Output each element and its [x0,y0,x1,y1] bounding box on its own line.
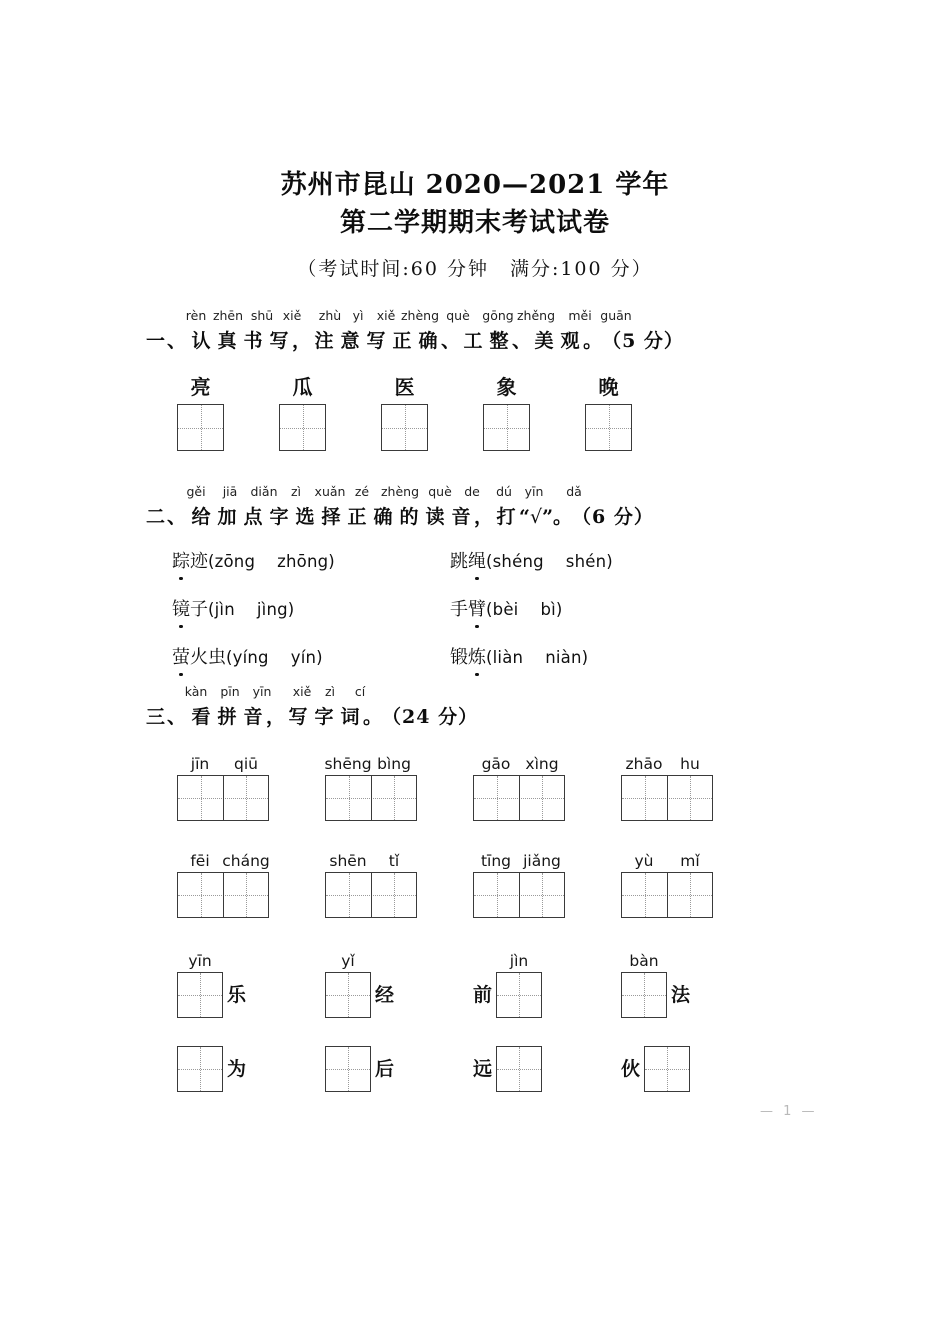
pronunciation-option-1[interactable]: bèi [492,600,519,619]
item-row [621,972,690,1018]
heading-character: 字 [314,706,334,728]
heading-character: 确 [418,330,438,352]
pinyin-syllable: xuǎn [314,484,346,499]
paren-open: ( [208,552,215,571]
dotted-character: 踪 [172,547,190,573]
pinyin-syllable: měi [568,308,592,323]
writing-box-single[interactable] [381,404,428,451]
section-3-item [177,1046,246,1092]
writing-box-double[interactable] [177,775,269,821]
heading-character: 音 [243,706,263,728]
given-character: 远 [473,1057,493,1080]
item-row [325,872,417,918]
page-number-marker: — 1 — [760,1104,818,1119]
pinyin-syllable: bìng [377,755,411,773]
section-2 [0,484,950,529]
section-3-number: 三、 [146,706,189,728]
heading-character: 的 [399,506,419,528]
heading-character: 拼 [217,706,237,728]
model-character: 晚 [598,375,619,399]
page-title-line1: 苏州市昆山 2020—2021 学年 [280,170,670,200]
guide-line-vertical [348,973,349,1017]
section-1-item [177,375,224,451]
guide-line-vertical [497,873,498,917]
pinyin-syllable: zhēn [212,308,244,323]
pinyin-syllable: jīn [190,755,210,773]
heading-character: 选 [295,506,315,528]
item-row [621,872,713,918]
pinyin-syllable: fēi [190,852,210,870]
writing-box-single[interactable] [325,972,371,1018]
heading-character: ， [474,506,494,528]
model-character: 象 [496,375,517,399]
word-char: 火虫 [190,647,226,668]
guide-line-vertical [200,973,201,1017]
pinyin-syllable: yīn [188,952,212,970]
section-1-item [483,375,530,451]
item-row [621,1046,690,1092]
paren-open: ( [486,552,493,571]
heading-character: 打 [496,506,516,528]
pinyin-syllable: què [428,484,452,499]
given-character: 后 [375,1057,395,1080]
guide-line-vertical [690,873,691,917]
heading-character: 正 [392,330,412,352]
pinyin-syllable: yù [634,852,654,870]
section-3-item [177,852,269,918]
word-char: 迹 [190,551,208,572]
writing-box-single[interactable] [585,404,632,451]
given-character: 为 [227,1057,247,1080]
pinyin-syllable: cí [354,684,366,699]
cell-divider [371,776,372,820]
pinyin-syllable: yǐ [341,952,355,970]
guide-line-vertical [609,405,610,450]
guide-line-vertical [348,1047,349,1091]
paren-open: ( [486,600,493,619]
section-3-item [325,852,417,918]
pinyin-syllable: shēng [324,755,372,773]
cell-divider [371,873,372,917]
word-char: 子 [190,599,208,620]
section-3-item [473,755,565,821]
section-3-item [325,755,417,821]
section-3-pinyin-row [0,684,950,702]
pinyin-syllable: xiě [376,308,396,323]
heading-character: 意 [340,330,360,352]
cell-divider [667,776,668,820]
item-row [473,872,565,918]
pronunciation-option-2[interactable]: jìng [256,600,288,619]
model-character: 瓜 [292,375,313,399]
item-pinyin [473,952,542,972]
pinyin-syllable: de [464,484,480,499]
pinyin-syllable: xìng [525,755,559,773]
pinyin-syllable: mǐ [680,852,700,870]
pinyin-syllable: dǎ [566,484,582,499]
heading-character: 、 [512,330,532,352]
model-character: 医 [394,375,415,399]
item-pinyin [473,755,565,775]
section-3-item [177,755,269,821]
pronunciation-option-1[interactable]: yíng [232,648,269,667]
pinyin-syllable: bàn [629,952,659,970]
section-1 [0,308,950,353]
section-3-item [621,1046,690,1092]
item-pinyin [621,952,690,972]
pronunciation-option-1[interactable]: zōng [214,552,256,571]
heading-character: 注 [314,330,334,352]
guide-line-vertical [667,1047,668,1091]
pronunciation-options [486,552,613,571]
item-row [177,972,246,1018]
section-1-heading-text [188,330,602,352]
pinyin-syllable: qiū [234,755,258,773]
heading-character: 点 [243,506,263,528]
given-character: 伙 [621,1057,641,1080]
writing-box-single[interactable] [177,972,223,1018]
pronunciation-options [486,648,588,667]
pinyin-syllable: rèn [185,308,207,323]
writing-box-double[interactable] [473,872,565,918]
document-title-block [0,166,950,281]
target-word [172,643,226,669]
guide-line-vertical [519,973,520,1017]
item-pinyin [177,952,246,972]
pronunciation-options [208,552,335,571]
target-word [172,547,208,573]
heading-character: 加 [217,506,237,528]
writing-box-double[interactable] [325,775,417,821]
pinyin-syllable: shēn [329,852,367,870]
heading-character: √ [529,506,543,528]
pinyin-syllable: què [446,308,470,323]
item-pinyin [177,852,269,872]
pronunciation-choice-item[interactable] [450,643,588,669]
heading-character: ， [292,330,312,352]
item-row [621,775,713,821]
writing-box-single[interactable] [644,1046,690,1092]
guide-line-vertical [201,776,202,820]
pinyin-syllable: kàn [184,684,208,699]
guide-line-vertical [200,1047,201,1091]
section-2-number: 二、 [146,506,189,528]
page-title-line2: 第二学期期末考试试卷 [339,208,610,238]
cell-divider [519,776,520,820]
heading-character: 写 [269,330,289,352]
pronunciation-option-2[interactable]: bì [540,600,556,619]
pinyin-syllable: zhèng [400,308,440,323]
model-character: 亮 [190,375,211,399]
pinyin-syllable: hu [680,755,700,773]
section-2-pinyin-row [0,484,950,502]
cell-divider [519,873,520,917]
item-row [177,1046,246,1092]
cell-divider [223,873,224,917]
target-word [172,595,208,621]
heading-character: 认 [191,330,211,352]
heading-character: 字 [269,506,289,528]
paren-close: ) [555,600,563,619]
pronunciation-option-1[interactable]: shéng [492,552,544,571]
heading-character: 给 [191,506,211,528]
given-character: 乐 [227,983,247,1006]
pinyin-syllable: pīn [220,684,240,699]
section-2-heading [146,502,950,529]
pinyin-syllable: zhù [318,308,342,323]
pinyin-syllable: jiǎng [523,852,561,870]
pronunciation-choice-item[interactable] [450,595,563,621]
section-1-pinyin-row [0,308,950,326]
item-pinyin [177,755,269,775]
word-char: 跳 [450,551,468,572]
pinyin-syllable: zhěng [516,308,556,323]
section-3-item [621,755,713,821]
item-pinyin [473,852,565,872]
heading-character: 美 [534,330,554,352]
writing-box-single[interactable] [177,1046,223,1092]
guide-line-vertical [405,405,406,450]
writing-box-double[interactable] [325,872,417,918]
pinyin-syllable: cháng [222,852,270,870]
target-word [450,643,486,669]
given-character: 经 [375,983,395,1006]
paren-close: ) [328,552,335,571]
heading-character: 、 [441,330,461,352]
pinyin-syllable: tǐ [388,852,400,870]
heading-character: 。 [583,330,603,352]
paren-open: ( [486,648,493,667]
heading-character: 写 [288,706,308,728]
heading-character: “ [519,506,530,528]
heading-character: 确 [373,506,393,528]
item-row [473,775,565,821]
pinyin-syllable: xiě [292,684,312,699]
heading-character: 看 [191,706,211,728]
dotted-character: 萤 [172,643,190,669]
writing-box-single[interactable] [177,404,224,451]
guide-line-vertical [497,776,498,820]
paren-open: ( [208,600,215,619]
item-row [473,1046,542,1092]
pronunciation-options [486,600,563,619]
heading-character: 观 [560,330,580,352]
pronunciation-options [226,648,323,667]
exam-info: （考试时间:60 分钟 满分:100 分） [297,258,653,280]
guide-line-vertical [349,873,350,917]
heading-character: 真 [217,330,237,352]
section-3-item [177,952,246,1018]
pinyin-syllable: tīng [480,852,512,870]
heading-character: 读 [425,506,445,528]
item-row [325,1046,394,1092]
writing-box-single[interactable] [279,404,326,451]
item-row [473,972,542,1018]
pinyin-syllable: gāo [481,755,511,773]
guide-line-vertical [201,873,202,917]
heading-character: 择 [321,506,341,528]
pinyin-syllable: gěi [186,484,206,499]
section-3-points: （24 分） [382,706,479,728]
section-1-heading [146,326,950,353]
item-row [177,775,269,821]
heading-character: 。 [363,706,383,728]
pinyin-syllable: zé [354,484,370,499]
item-row [325,972,394,1018]
pronunciation-option-2[interactable]: shén [565,552,607,571]
section-3-item [473,952,542,1018]
item-row [177,872,269,918]
pinyin-syllable: yīn [252,684,272,699]
guide-line-vertical [645,776,646,820]
item-row [325,775,417,821]
writing-box-single[interactable] [483,404,530,451]
section-2-heading-text [188,506,572,528]
pinyin-syllable: guān [600,308,632,323]
guide-line-vertical [542,776,543,820]
heading-character: 工 [463,330,483,352]
pronunciation-choice-item[interactable] [172,547,335,573]
dotted-character: 绳 [468,547,486,573]
guide-line-vertical [201,405,202,450]
guide-line-vertical [507,405,508,450]
given-character: 法 [671,983,691,1006]
guide-line-vertical [303,405,304,450]
section-3-item [473,852,565,918]
pinyin-syllable: xiě [282,308,302,323]
section-3 [0,684,950,729]
pinyin-syllable: gōng [482,308,514,323]
section-1-item [381,375,428,451]
item-pinyin [325,755,417,775]
paren-open: ( [226,648,233,667]
pinyin-syllable: dú [496,484,512,499]
item-pinyin [325,952,394,972]
heading-character: 。 [553,506,573,528]
cell-divider [667,873,668,917]
section-3-heading-text [188,706,382,728]
guide-line-vertical [246,873,247,917]
dotted-character: 臂 [468,595,486,621]
section-3-item [621,952,690,1018]
cell-divider [223,776,224,820]
pinyin-syllable: yì [352,308,364,323]
section-3-item [325,952,394,1018]
pinyin-syllable: zì [290,484,302,499]
word-char: 锻 [450,647,468,668]
heading-character: ” [542,506,554,528]
pinyin-syllable: jiā [222,484,238,499]
heading-character: 音 [451,506,471,528]
pinyin-syllable: zhāo [625,755,663,773]
pronunciation-option-1[interactable]: jìn [214,600,235,619]
heading-character: 写 [366,330,386,352]
pinyin-syllable: shū [250,308,274,323]
section-1-points: （5 分） [602,330,684,352]
writing-box-single[interactable] [325,1046,371,1092]
guide-line-vertical [690,776,691,820]
section-1-item [585,375,632,451]
guide-line-vertical [644,973,645,1017]
paren-close: ) [581,648,589,667]
writing-box-double[interactable] [177,872,269,918]
paren-close: ) [316,648,323,667]
guide-line-vertical [246,776,247,820]
heading-character: 词 [340,706,360,728]
pronunciation-option-2[interactable]: yín [290,648,317,667]
pronunciation-option-2[interactable]: niàn [545,648,582,667]
heading-character: 书 [243,330,263,352]
heading-character: 整 [489,330,509,352]
section-3-heading [146,702,950,729]
dotted-character: 炼 [468,643,486,669]
item-pinyin [325,852,417,872]
section-1-item [279,375,326,451]
section-3-item [621,852,713,918]
guide-line-vertical [394,873,395,917]
guide-line-vertical [519,1047,520,1091]
given-character: 前 [473,983,493,1006]
paren-close: ) [287,600,295,619]
pronunciation-choice-item[interactable] [450,547,613,573]
item-pinyin [621,755,713,775]
pinyin-syllable: jìn [509,952,529,970]
pronunciation-choice-item[interactable] [172,595,294,621]
item-pinyin [621,852,713,872]
writing-box-double[interactable] [621,775,713,821]
dotted-character: 镜 [172,595,190,621]
writing-box-single[interactable] [496,972,542,1018]
writing-box-double[interactable] [621,872,713,918]
target-word [450,595,486,621]
heading-character: 正 [347,506,367,528]
heading-character: ， [266,706,286,728]
guide-line-vertical [349,776,350,820]
writing-box-single[interactable] [621,972,667,1018]
guide-line-vertical [394,776,395,820]
section-3-item [325,1046,394,1092]
guide-line-vertical [645,873,646,917]
pinyin-syllable: diǎn [250,484,278,499]
target-word [450,547,486,573]
pinyin-syllable: zì [324,684,336,699]
word-char: 手 [450,599,468,620]
paren-close: ) [606,552,613,571]
pronunciation-option-2[interactable]: zhōng [277,552,329,571]
writing-box-single[interactable] [496,1046,542,1092]
pinyin-syllable: zhèng [380,484,420,499]
section-3-item [473,1046,542,1092]
guide-line-vertical [542,873,543,917]
writing-box-double[interactable] [473,775,565,821]
section-1-number: 一、 [146,330,189,352]
pinyin-syllable: yīn [524,484,544,499]
pronunciation-option-1[interactable]: liàn [492,648,524,667]
pronunciation-choice-item[interactable] [172,643,323,669]
pronunciation-options [208,600,294,619]
section-2-points: （6 分） [572,506,654,528]
